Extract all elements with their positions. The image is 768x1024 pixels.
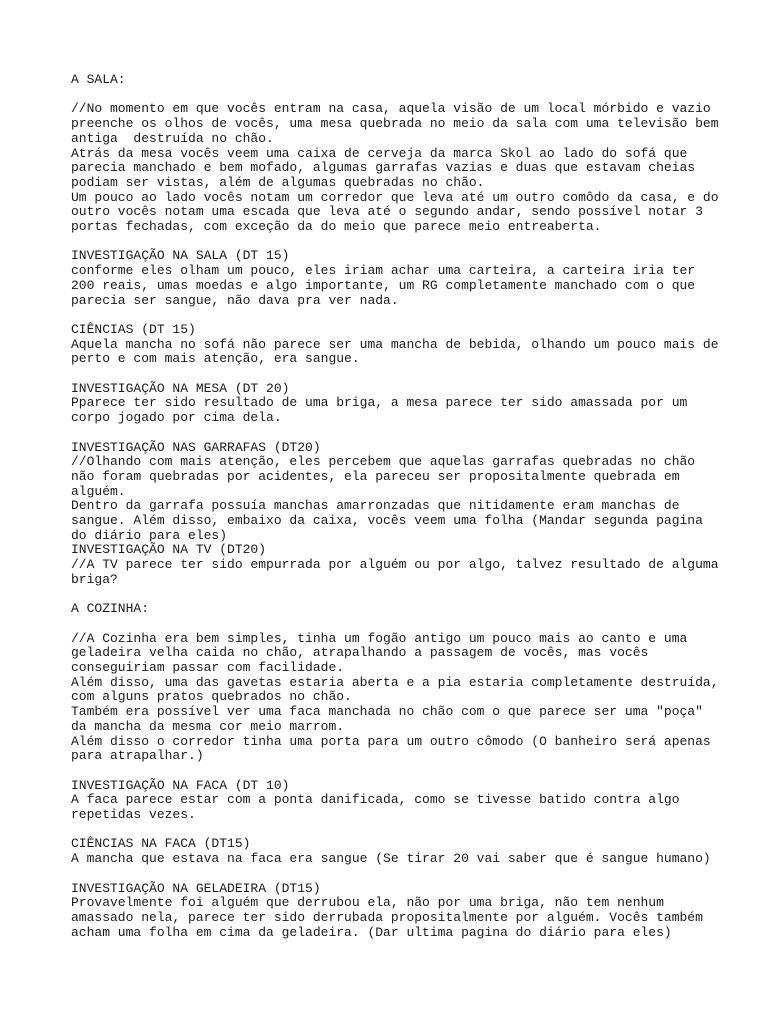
text-line: 200 reais, umas moedas e algo importante, um RG completamente manchado com o que bbox=[71, 277, 696, 293]
text-line: portas fechadas, com exceção da do meio que parece meio entreaberta. bbox=[71, 219, 602, 235]
text-line: não foram quebradas por acidentes, ela pareceu ser propositalmente quebrada em bbox=[71, 468, 680, 484]
text-line: Também era possível ver uma faca manchada no chão com o que parece ser uma "poça" bbox=[71, 704, 703, 720]
text-line: INVESTIGAÇÃO NA SALA (DT 15) bbox=[71, 248, 290, 264]
text-line: alguém. bbox=[71, 483, 126, 499]
text-line: Atrás da mesa vocês veem uma caixa de cerveja da marca Skol ao lado do sofá que bbox=[71, 145, 688, 161]
text-line: amassado nela, parece ter sido derrubada propositalmente por alguém. Vocês também bbox=[71, 909, 703, 925]
text-line: A SALA: bbox=[71, 72, 126, 87]
text-paragraph bbox=[71, 441, 711, 544]
text-line: geladeira velha caida no chão, atrapalhando a passagem de vocês, mas vocês bbox=[71, 645, 649, 661]
text-line: parecia manchado e bem mofado, algumas garrafas vazias e duas que estavam cheias bbox=[71, 160, 696, 176]
text-line: repetidas vezes. bbox=[71, 807, 196, 823]
text-line: //A Cozinha era bem simples, tinha um fogão antigo um pouco mais ao canto e uma bbox=[71, 630, 688, 646]
text-paragraph bbox=[71, 542, 719, 587]
text-line: A faca parece estar com a ponta danificada, como se tivesse batido contra algo bbox=[71, 792, 680, 808]
text-paragraph bbox=[71, 321, 719, 367]
text-line: Pparece ter sido resultado de uma briga, a mesa parece ter sido amassada por um bbox=[71, 395, 688, 411]
text-line: da mancha da mesma cor meio marrom. bbox=[71, 718, 345, 734]
text-paragraph bbox=[71, 602, 711, 617]
text-line: outro vocês notam uma escada que leva até o segundo andar, sendo possível notar 3 bbox=[71, 204, 703, 220]
text-line: para atrapalhar.) bbox=[71, 748, 204, 764]
text-line: Além disso o corredor tinha uma porta para um outro cômodo (O banheiro será apenas bbox=[71, 733, 711, 749]
text-line: perto e com mais atenção, era sangue. bbox=[71, 351, 360, 367]
text-line: antiga destruída no chão. bbox=[71, 130, 274, 146]
text-line: Aquela mancha no sofá não parece ser uma mancha de bebida, olhando um pouco mais de bbox=[71, 336, 719, 352]
text-line: INVESTIGAÇÃO NA TV (DT20) bbox=[71, 542, 267, 558]
text-paragraph bbox=[71, 73, 711, 88]
text-line: INVESTIGAÇÃO NAS GARRAFAS (DT20) bbox=[71, 439, 321, 455]
text-line: INVESTIGAÇÃO NA GELADEIRA (DT15) bbox=[71, 880, 321, 896]
text-line: com alguns pratos quebrados no chão. bbox=[71, 689, 352, 705]
text-paragraph bbox=[71, 382, 711, 426]
text-paragraph bbox=[71, 249, 711, 308]
text-line: parecia ser sangue, não dava pra ver nada. bbox=[71, 292, 399, 308]
text-line: corpo jogado por cima dela. bbox=[71, 410, 282, 426]
text-line: A mancha que estava na faca era sangue (Se tirar 20 vai saber que é sangue humano) bbox=[71, 851, 711, 867]
text-paragraph bbox=[71, 882, 711, 941]
text-line: sangue. Além disso, embaixo da caixa, vocês veem uma folha (Mandar segunda pagina bbox=[71, 513, 703, 529]
text-line: //No momento em que vocês entram na casa, aquela visão de um local mórbido e vazio bbox=[71, 101, 711, 117]
text-line: //A TV parece ter sido empurrada por alguém ou por algo, talvez resultado de alguma bbox=[71, 557, 719, 573]
text-line: Dentro da garrafa possuía manchas amarronzadas que nitidamente eram manchas de bbox=[71, 498, 680, 514]
text-paragraph bbox=[71, 630, 719, 764]
text-line: CIÊNCIAS (DT 15) bbox=[71, 321, 196, 337]
text-line: podiam ser vistas, além de algumas quebradas no chão. bbox=[71, 174, 485, 190]
text-line: preenche os olhos de vocês, uma mesa quebrada no meio da sala com uma televisão bem bbox=[71, 116, 719, 132]
text-line: INVESTIGAÇÃO NA MESA (DT 20) bbox=[71, 380, 290, 396]
document-page bbox=[71, 72, 719, 955]
text-paragraph bbox=[71, 101, 719, 235]
text-paragraph bbox=[71, 837, 711, 866]
text-line: conseguiriam passar com facilidade. bbox=[71, 660, 345, 676]
text-line: Provavelmente foi alguém que derrubou ela, não por uma briga, não tem nenhum bbox=[71, 895, 664, 911]
text-paragraph bbox=[71, 779, 711, 823]
text-line: INVESTIGAÇÃO NA FACA (DT 10) bbox=[71, 777, 290, 793]
text-line: conforme eles olham um pouco, eles iriam achar uma carteira, a carteira iria ter bbox=[71, 263, 696, 279]
text-line: Além disso, uma das gavetas estaria aberta e a pia estaria completamente destruída, bbox=[71, 674, 719, 690]
text-line: Um pouco ao lado vocês notam um corredor que leva até um outro comôdo da casa, e do bbox=[71, 189, 719, 205]
text-line: A COZINHA: bbox=[71, 601, 150, 617]
text-line: CIÊNCIAS NA FACA (DT15) bbox=[71, 836, 251, 852]
text-line: briga? bbox=[71, 571, 118, 587]
text-line: acham uma folha em cima da geladeira. (Dar ultima pagina do diário para eles) bbox=[71, 924, 672, 940]
text-line: do diário para eles) bbox=[71, 527, 228, 543]
text-line: //Olhando com mais atenção, eles percebem que aquelas garrafas quebradas no chão bbox=[71, 454, 696, 470]
